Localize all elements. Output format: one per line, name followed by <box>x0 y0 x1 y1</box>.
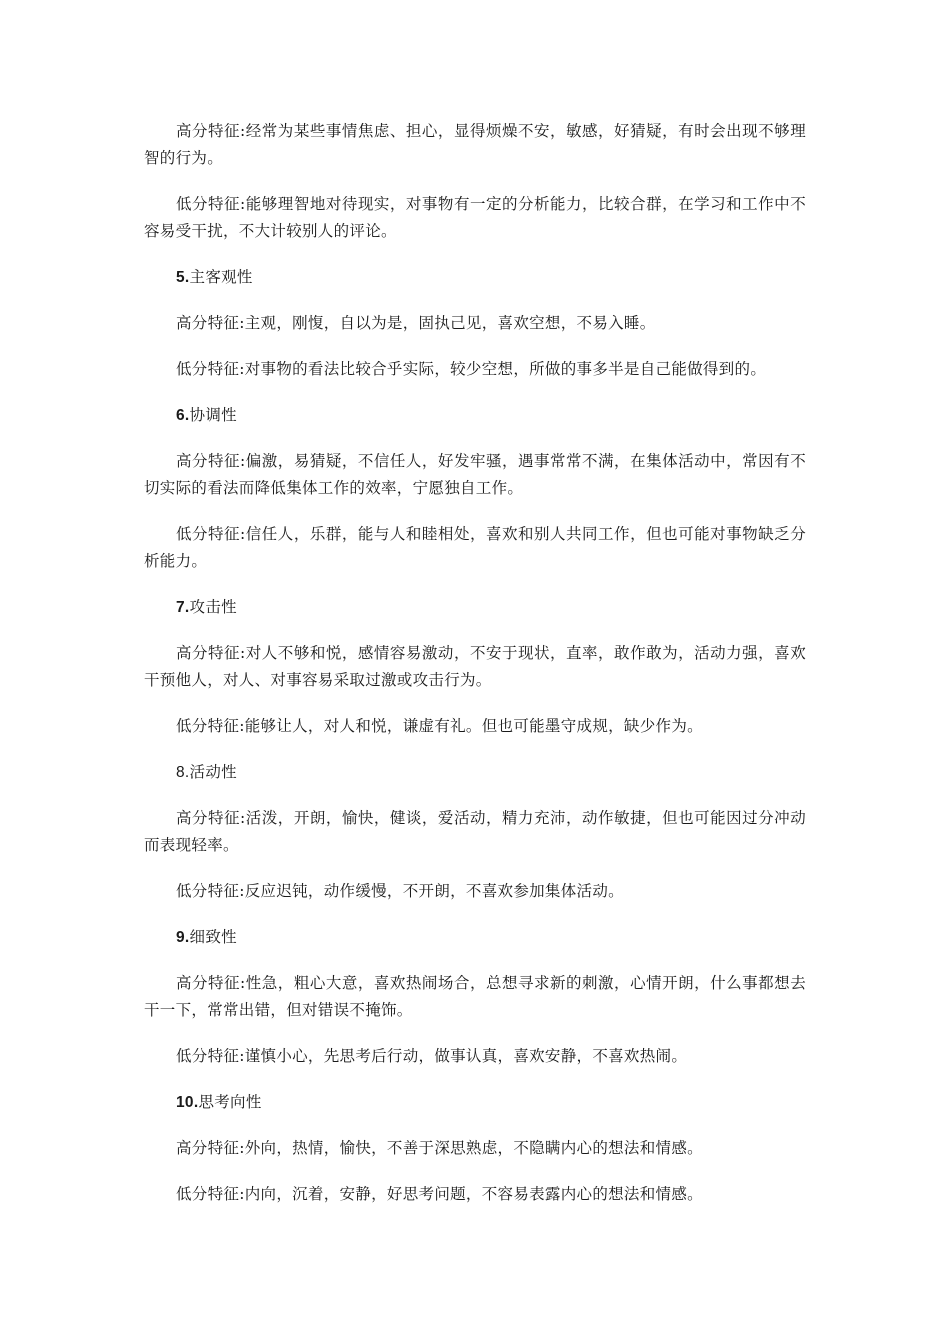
section-number: 6. <box>176 407 190 424</box>
section-heading-8 <box>144 759 806 786</box>
paragraph-high-score-4: 高分特征:经常为某些事情焦虑、担心，显得烦燥不安，敏感，好猜疑，有时会出现不够理智的行为。 <box>144 122 806 167</box>
paragraph-high-score-9: 高分特征:性急，粗心大意，喜欢热闹场合，总想寻求新的刺激，心情开朗，什么事都想去干一下，常常出错，但对错误不掩饰。 <box>144 974 806 1019</box>
paragraph-high-score-10: 高分特征:外向，热情，愉快，不善于深思熟虑，不隐瞒内心的想法和情感。 <box>176 1139 703 1157</box>
section-title: 攻击性 <box>189 598 237 616</box>
paragraph-low-score-7: 低分特征:能够让人，对人和悦，谦虚有礼。但也可能墨守成规，缺少作为。 <box>176 717 703 735</box>
paragraph-low-score-6: 低分特征:信任人，乐群，能与人和睦相处，喜欢和别人共同工作，但也可能对事物缺乏分析能力。 <box>144 525 806 570</box>
paragraph-low-score-4: 低分特征:能够理智地对待现实，对事物有一定的分析能力，比较合群，在学习和工作中不容易受干扰，不大计较别人的评论。 <box>144 195 806 240</box>
document-body <box>144 118 806 1227</box>
section-number: 5. <box>176 269 190 286</box>
section-number: 8. <box>176 764 190 781</box>
section-title: 主客观性 <box>189 268 253 286</box>
section-title: 协调性 <box>189 406 237 424</box>
section-heading-5 <box>144 264 806 291</box>
paragraph-high-score-5: 高分特征:主观，刚愎，自以为是，固执己见，喜欢空想，不易入睡。 <box>176 314 656 332</box>
section-title: 思考向性 <box>198 1093 262 1111</box>
paragraph-low-score-5: 低分特征:对事物的看法比较合乎实际，较少空想，所做的事多半是自己能做得到的。 <box>176 360 767 378</box>
section-number: 9. <box>176 929 190 946</box>
section-heading-7 <box>144 594 806 621</box>
section-number: 7. <box>176 599 190 616</box>
section-heading-6 <box>144 402 806 429</box>
paragraph-low-score-8: 低分特征:反应迟钝，动作缓慢，不开朗，不喜欢参加集体活动。 <box>176 882 624 900</box>
section-title: 活动性 <box>189 763 237 781</box>
paragraph-high-score-8: 高分特征:活泼，开朗，愉快，健谈，爱活动，精力充沛，动作敏捷，但也可能因过分冲动而表现轻率。 <box>144 809 806 854</box>
section-heading-10 <box>144 1089 806 1116</box>
section-title: 细致性 <box>189 928 237 946</box>
paragraph-high-score-7: 高分特征:对人不够和悦，感情容易激动，不安于现状，直率，敢作敢为，活动力强，喜欢干预他人，对人、对事容易采取过激或攻击行为。 <box>144 644 806 689</box>
section-heading-9 <box>144 924 806 951</box>
paragraph-high-score-6: 高分特征:偏激，易猜疑，不信任人，好发牢骚，遇事常常不满，在集体活动中，常因有不切实际的看法而降低集体工作的效率，宁愿独自工作。 <box>144 452 806 497</box>
paragraph-low-score-10: 低分特征:内向，沉着，安静，好思考问题，不容易表露内心的想法和情感。 <box>176 1185 703 1203</box>
paragraph-low-score-9: 低分特征:谨慎小心，先思考后行动，做事认真，喜欢安静，不喜欢热闹。 <box>176 1047 688 1065</box>
section-number: 10. <box>176 1094 199 1111</box>
